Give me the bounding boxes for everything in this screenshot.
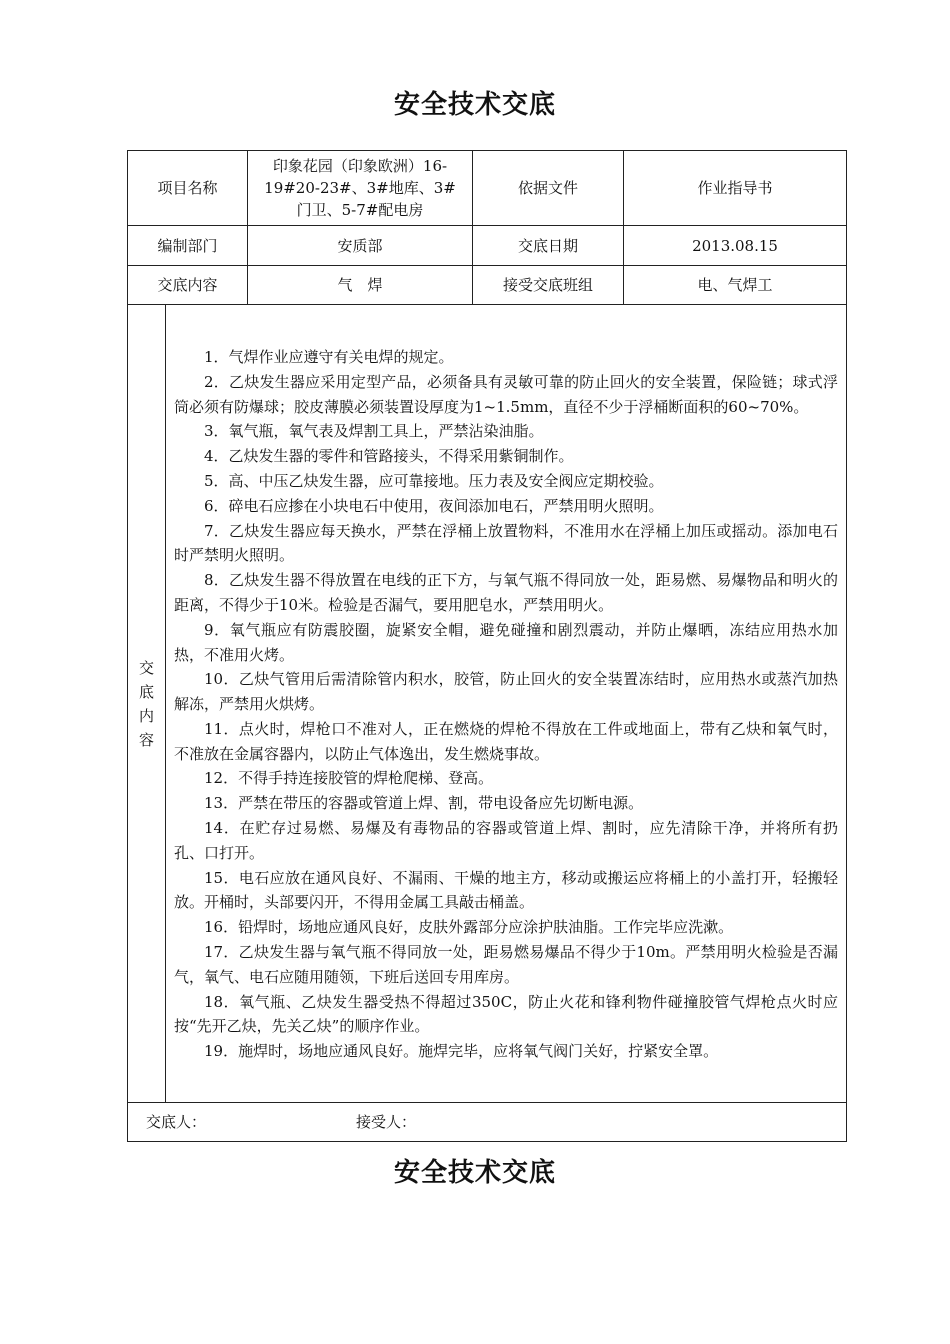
signature-cell (128, 1103, 847, 1142)
disclosure-item: 11．点火时，焊枪口不准对人，正在燃烧的焊枪不得放在工件或地面上，带有乙炔和氧气时，不准放在金属容器内，以防止气体逸出，发生燃烧事故。 (174, 719, 839, 763)
dept-value: 安质部 (248, 226, 473, 266)
disclosure-item: 8．乙炔发生器不得放置在电线的正下方，与氧气瓶不得同放一处，距易燃、易爆物品和明火的距离，不得少于10米。检验是否漏气，要用肥皂水，严禁用明火。 (174, 571, 839, 614)
dept-label: 编制部门 (128, 226, 248, 266)
disclosure-form-table (127, 150, 847, 1142)
content-row (128, 266, 847, 305)
disclosure-item: 4．乙炔发生器的零件和管路接头，不得采用紫铜制作。 (204, 447, 574, 466)
disclosure-item: 16．铅焊时，场地应通风良好，皮肤外露部分应涂护肤油脂。工作完毕应洗漱。 (204, 918, 734, 937)
basis-label: 依据文件 (473, 151, 624, 226)
side-label-cell (128, 305, 166, 1103)
disclosure-item: 5．高、中压乙炔发生器，应可靠接地。压力表及安全阀应定期校验。 (204, 471, 664, 490)
disclosure-item: 13．严禁在带压的容器或管道上焊、割，带电设备应先切断电源。 (204, 794, 644, 813)
disclosure-items (166, 343, 846, 1064)
project-label: 项目名称 (128, 151, 248, 226)
disclosure-item: 9．氧气瓶应有防震胶圈，旋紧安全帽，避免碰撞和剧烈震动，并防止爆晒，冻结应用热水加热，不准用火烤。 (174, 620, 839, 664)
disclosure-item: 10．乙炔气管用后需清除管内积水，胶管，防止回火的安全装置冻结时，应用热水或蒸汽加热解冻，严禁用火烘烤。 (174, 670, 839, 714)
disclosure-item: 18．氧气瓶、乙炔发生器受热不得超过350C，防止火花和锋利物件碰撞胶管气焊枪点火时应按“先开乙炔，先关乙炔”的顺序作业。 (174, 992, 839, 1036)
team-value: 电、气焊工 (624, 266, 847, 305)
date-value: 2013.08.15 (624, 226, 847, 266)
disclosure-item: 1．气焊作业应遵守有关电焊的规定。 (204, 347, 454, 366)
side-label-char: 交 (138, 658, 154, 677)
receiver-label: 接受人： (356, 1113, 417, 1131)
disclosure-item: 3．氧气瓶，氧气表及焊割工具上，严禁沾染油脂。 (204, 422, 544, 441)
document-title: 安全技术交底 (393, 90, 556, 120)
content-value: 气 焊 (248, 266, 473, 305)
team-label: 接受交底班组 (473, 266, 624, 305)
disclosure-item: 17．乙炔发生器与氧气瓶不得同放一处，距易燃易爆品不得少于10m。严禁用明火检验是否漏气，氧气、电石应随用随领，下班后送回专用库房。 (174, 943, 839, 986)
project-row (128, 151, 847, 226)
project-value: 印象花园（印象欧洲）16-19#20-23#、3#地库、3#门卫、5-7#配电房 (248, 151, 473, 226)
disclosure-item: 6．碎电石应掺在小块电石中使用，夜间添加电石，严禁用明火照明。 (204, 496, 664, 515)
disclosure-item: 12．不得手持连接胶管的焊枪爬梯、登高。 (204, 769, 494, 788)
side-label-char: 容 (138, 730, 154, 749)
disclosure-item: 15．电石应放在通风良好、不漏雨、干燥的地主方，移动或搬运应将桶上的小盖打开，轻搬轻放。开桶时，头部要闪开，不得用金属工具敲击桶盖。 (174, 868, 839, 912)
dept-row (128, 226, 847, 266)
disclosure-item: 14．在贮存过易燃、易爆及有毒物品的容器或管道上焊、割时，应先清除干净，并将所有扔孔、口打开。 (174, 819, 839, 862)
side-label-char: 内 (138, 706, 154, 725)
date-label: 交底日期 (473, 226, 624, 266)
side-label (136, 656, 158, 752)
discloser-label: 交底人： (146, 1113, 207, 1131)
disclosure-item: 2．乙炔发生器应采用定型产品，必须备具有灵敏可靠的防止回火的安全装置，保险链；球式浮筒必须有防爆球；胶皮薄膜必须装置设厚度为1~1.5mm，直径不少于浮桶断面积的60~70%。 (174, 372, 839, 416)
disclosure-item: 19．施焊时，场地应通风良好。施焊完毕，应将氧气阀门关好，拧紧安全罩。 (204, 1042, 719, 1061)
content-label: 交底内容 (128, 266, 248, 305)
body-row (128, 305, 847, 1103)
basis-value: 作业指导书 (624, 151, 847, 226)
content-body-cell (166, 305, 847, 1103)
signature-row (128, 1103, 847, 1142)
document-title-next-page: 安全技术交底 (393, 1158, 556, 1188)
side-label-char: 底 (138, 682, 154, 701)
disclosure-item: 7．乙炔发生器应每天换水，严禁在浮桶上放置物料，不准用水在浮桶上加压或摇动。添加电石时严禁明火照明。 (174, 521, 839, 565)
